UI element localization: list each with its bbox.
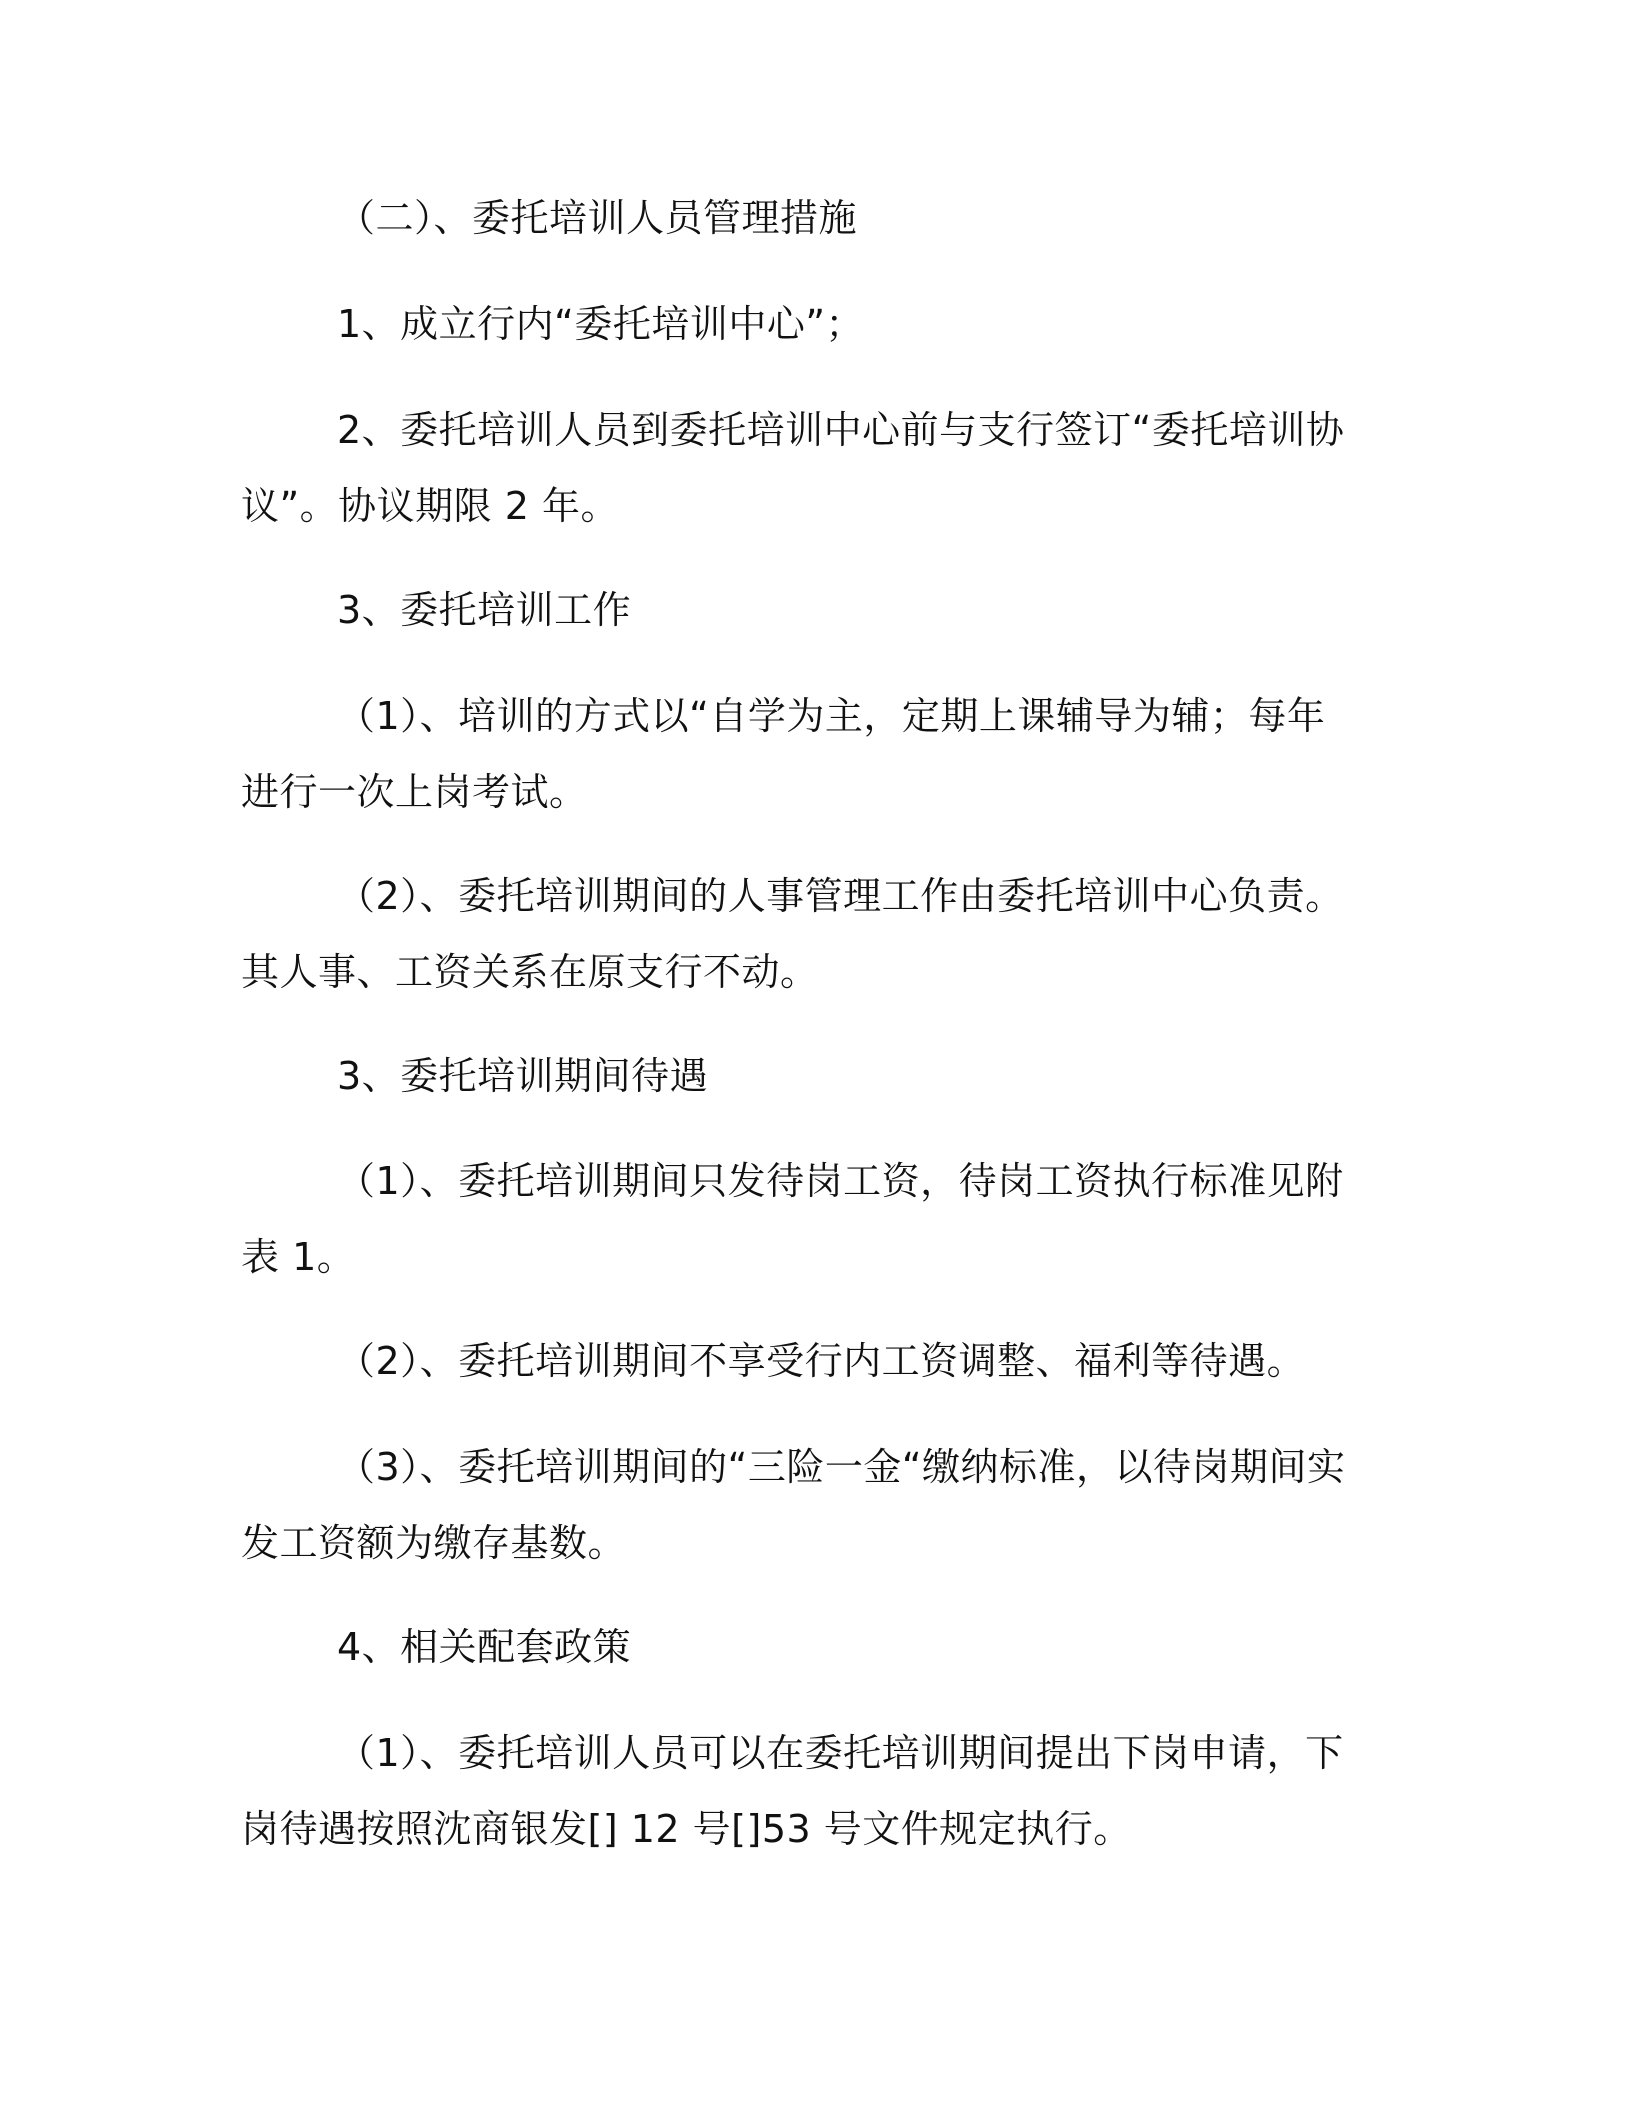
item-2-training-agreement: 2、委托培训人员到委托培训中心前与支行签订“委托培训协议”。协议期限 2 年。 <box>241 408 1345 528</box>
subitem-personnel-management: （2）、委托培训期间的人事管理工作由委托培训中心负责。其人事、工资关系在原支行不动。 <box>241 874 1344 994</box>
section-heading-management-measures: （二）、委托培训人员管理措施 <box>337 196 858 240</box>
subitem-standby-wage: （1）、委托培训期间只发待岗工资，待岗工资执行标准见附表 1。 <box>241 1159 1344 1279</box>
subitem-insurance-fund-standard: （3）、委托培训期间的“三险一金“缴纳标准，以待岗期间实发工资额为缴存基数。 <box>241 1445 1346 1565</box>
subitem-no-salary-adjustment: （2）、委托培训期间不享受行内工资调整、福利等待遇。 <box>337 1339 1306 1383</box>
item-4-supporting-policies: 4、相关配套政策 <box>337 1625 632 1669</box>
item-3-training-work: 3、委托培训工作 <box>337 588 632 632</box>
item-3-training-benefits: 3、委托培训期间待遇 <box>337 1054 709 1098</box>
subitem-training-method: （1）、培训的方式以“自学为主，定期上课辅导为辅；每年进行一次上岗考试。 <box>241 694 1326 814</box>
item-1-establish-center: 1、成立行内“委托培训中心”； <box>337 302 865 346</box>
subitem-layoff-application: （1）、委托培训人员可以在委托培训期间提出下岗申请，下岗待遇按照沈商银发[] 12 号[]53 号文件规定执行。 <box>241 1731 1344 1851</box>
